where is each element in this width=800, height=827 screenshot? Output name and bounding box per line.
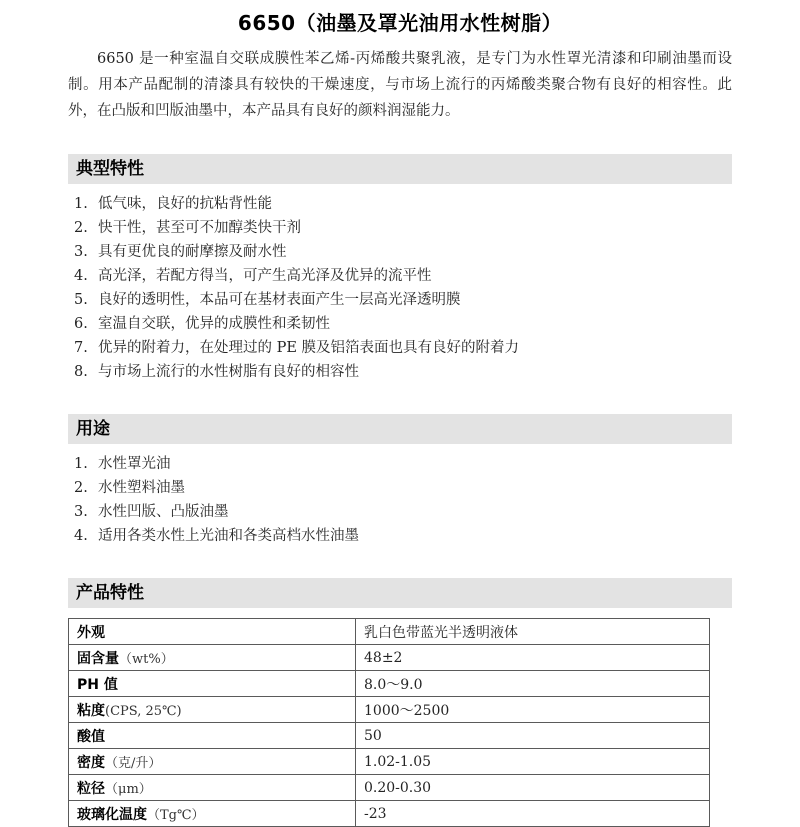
list-item	[68, 500, 732, 524]
list-item-number: 2.	[74, 480, 88, 496]
list-item-label: 低气味，良好的抗粘背性能	[98, 196, 272, 212]
list-item-number: 8.	[74, 364, 88, 380]
section-header-product-properties	[68, 578, 732, 608]
table-cell-property-name	[69, 671, 356, 697]
section-header-typical-properties	[68, 154, 732, 184]
section-title-product-properties: 产品特性	[76, 583, 144, 603]
table-row	[69, 671, 710, 697]
list-item-label: 水性塑料油墨	[98, 480, 185, 496]
list-item	[68, 216, 732, 240]
table-cell-property-value: 乳白色带蓝光半透明液体	[356, 619, 710, 645]
table-cell-property-name	[69, 619, 356, 645]
table-cell-property-name	[69, 801, 356, 827]
list-item	[68, 452, 732, 476]
list-item-label: 优异的附着力，在处理过的 PE 膜及铝箔表面也具有良好的附着力	[98, 340, 520, 356]
list-item-number: 6.	[74, 316, 88, 332]
table-row	[69, 801, 710, 827]
list-item-number: 1.	[74, 456, 88, 472]
property-unit: （wt%）	[119, 651, 174, 667]
list-item	[68, 264, 732, 288]
table-cell-property-value: -23	[356, 801, 710, 827]
property-unit: （Tg℃）	[147, 807, 205, 823]
list-item	[68, 524, 732, 548]
table-cell-property-value: 0.20-0.30	[356, 775, 710, 801]
list-item-number: 5.	[74, 292, 88, 308]
property-name: 粒径	[77, 780, 105, 797]
list-item	[68, 288, 732, 312]
uses-list	[68, 452, 732, 548]
list-item	[68, 336, 732, 360]
document-page	[0, 9, 800, 823]
list-item-number: 2.	[74, 220, 88, 236]
table-cell-property-name	[69, 723, 356, 749]
list-item-label: 适用各类水性上光油和各类高档水性油墨	[98, 528, 359, 544]
list-item-label: 快干性，甚至可不加醇类快干剂	[98, 220, 301, 236]
section-title-typical-properties: 典型特性	[76, 159, 144, 179]
property-name: 玻璃化温度	[77, 806, 147, 823]
product-properties-table	[68, 618, 710, 827]
table-cell-property-value: 1.02-1.05	[356, 749, 710, 775]
table-cell-property-value: 48±2	[356, 645, 710, 671]
list-item-number: 3.	[74, 244, 88, 260]
table-row	[69, 619, 710, 645]
page-title: 6650（油墨及罩光油用水性树脂）	[237, 11, 563, 35]
list-item-number: 7.	[74, 340, 88, 356]
section-title-uses: 用途	[76, 419, 110, 439]
product-properties-table-wrap	[68, 618, 732, 827]
spacer	[0, 548, 800, 578]
table-row	[69, 697, 710, 723]
list-item	[68, 192, 732, 216]
list-item-label: 水性罩光油	[98, 456, 171, 472]
table-cell-property-value: 1000～2500	[356, 697, 710, 723]
list-item-label: 良好的透明性，本品可在基材表面产生一层高光泽透明膜	[98, 292, 461, 308]
list-item	[68, 476, 732, 500]
list-item-label: 室温自交联，优异的成膜性和柔韧性	[98, 316, 330, 332]
list-item-number: 3.	[74, 504, 88, 520]
spacer	[0, 384, 800, 414]
list-item	[68, 312, 732, 336]
table-row	[69, 749, 710, 775]
table-row	[69, 723, 710, 749]
table-cell-property-name	[69, 775, 356, 801]
list-item-number: 4.	[74, 268, 88, 284]
list-item-number: 1.	[74, 196, 88, 212]
list-item-label: 具有更优良的耐摩擦及耐水性	[98, 244, 287, 260]
property-name: 粘度	[77, 702, 105, 719]
property-unit: (CPS, 25℃)	[105, 703, 182, 719]
table-row	[69, 645, 710, 671]
list-item	[68, 360, 732, 384]
list-item	[68, 240, 732, 264]
intro-paragraph: 6650 是一种室温自交联成膜性苯乙烯-丙烯酸共聚乳液，是专门为水性罩光清漆和印刷油墨而设制。用本产品配制的清漆具有较快的干燥速度，与市场上流行的丙烯酸类聚合物有良好的相容性。此外，在凸版和凹版油墨中，本产品具有良好的颜料润湿能力。	[68, 51, 732, 119]
property-unit: （克/升）	[105, 755, 162, 771]
section-header-uses	[68, 414, 732, 444]
property-name: 外观	[77, 624, 105, 641]
typical-properties-list	[68, 192, 732, 384]
property-name: PH 值	[77, 676, 118, 693]
table-cell-property-name	[69, 697, 356, 723]
property-name: 酸值	[77, 728, 105, 745]
table-cell-property-name	[69, 645, 356, 671]
list-item-label: 高光泽，若配方得当，可产生高光泽及优异的流平性	[98, 268, 432, 284]
property-name: 密度	[77, 754, 105, 771]
property-unit: （μm）	[105, 781, 152, 797]
property-name: 固含量	[77, 650, 119, 667]
table-cell-property-name	[69, 749, 356, 775]
list-item-number: 4.	[74, 528, 88, 544]
list-item-label: 水性凹版、凸版油墨	[98, 504, 229, 520]
table-cell-property-value: 8.0～9.0	[356, 671, 710, 697]
list-item-label: 与市场上流行的水性树脂有良好的相容性	[98, 364, 359, 380]
spacer	[0, 124, 800, 154]
table-row	[69, 775, 710, 801]
table-cell-property-value: 50	[356, 723, 710, 749]
